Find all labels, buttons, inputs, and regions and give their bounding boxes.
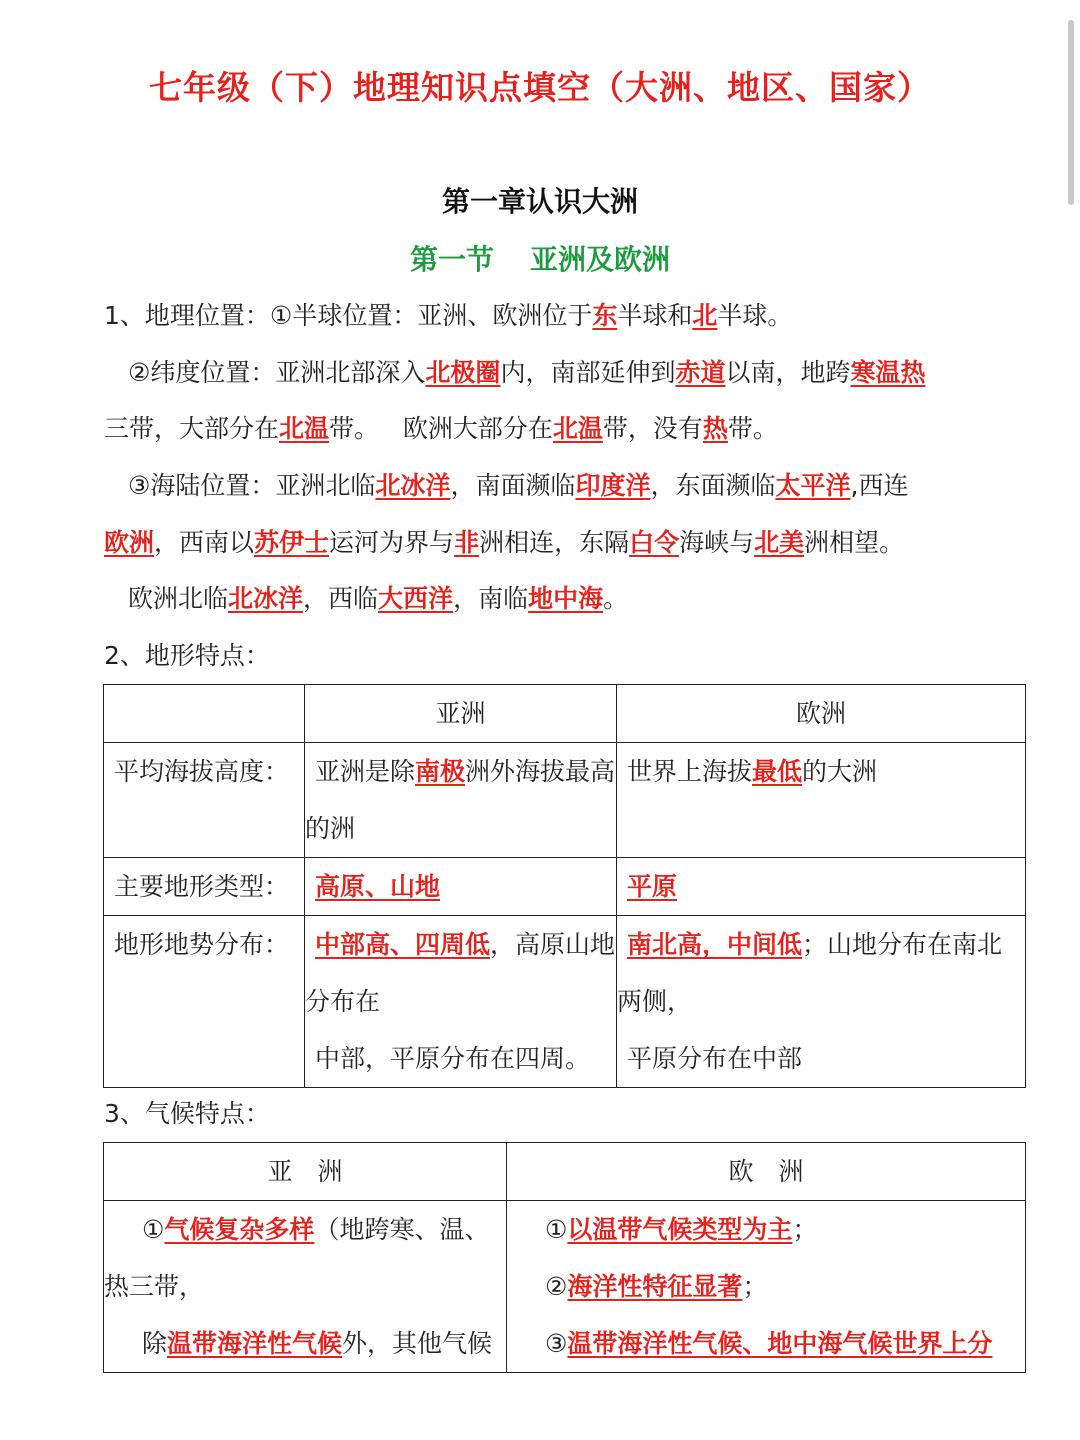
scrollbar[interactable] xyxy=(1068,20,1074,205)
location-line-2: ②纬度位置：亚洲北部深入北极圈内，南部延伸到赤道以南，地跨寒温热 xyxy=(128,358,926,387)
blank-answer: 中部高、四周低 xyxy=(315,930,491,959)
blank-answer: 地中海 xyxy=(528,584,604,613)
location-line-1: 1、地理位置：①半球位置：亚洲、欧洲位于东半球和北半球。 xyxy=(104,301,793,330)
section-number: 第一节 xyxy=(409,243,494,276)
location-line-3: 三带，大部分在北温带。 欧洲大部分在北温带，没有热带。 xyxy=(104,414,778,443)
blank-answer: 气候复杂多样 xyxy=(164,1215,315,1244)
row-label: 主要地形类型： xyxy=(104,858,305,916)
location-line-6: 欧洲北临北冰洋，西临大西洋，南临地中海。 xyxy=(128,584,629,613)
blank-answer: 太平洋 xyxy=(775,471,851,500)
blank-answer: 北温 xyxy=(552,414,603,443)
blank-answer: 南极 xyxy=(415,757,466,786)
row-label: 平均海拔高度： xyxy=(104,743,305,858)
blank-answer: 北温 xyxy=(279,414,330,443)
climate-heading: 3、气候特点： xyxy=(104,1099,270,1128)
table-row xyxy=(104,916,1026,1088)
blank-answer: 印度洋 xyxy=(575,471,651,500)
blank-answer: 温带海洋性气候、地中海气候世界上分 xyxy=(567,1329,993,1358)
column-header-asia: 亚 洲 xyxy=(104,1143,507,1201)
blank-answer: 海洋性特征显著 xyxy=(567,1272,743,1301)
blank-answer: 白令 xyxy=(629,528,680,557)
list-item: ②海洋性特征显著； xyxy=(545,1272,768,1301)
table-cell: 南北高，中间低；山地分布在南北两侧， 平原分布在中部 xyxy=(617,916,1026,1088)
blank-answer: 北美 xyxy=(754,528,805,557)
terrain-table xyxy=(103,684,1026,1088)
table-cell: ①气候复杂多样（地跨寒、温、热三带， 除温带海洋性气候外，其他气候 xyxy=(104,1201,507,1373)
table-row xyxy=(104,1201,1026,1373)
list-item: ①以温带气候类型为主； xyxy=(545,1215,818,1244)
column-header-asia: 亚洲 xyxy=(305,685,617,743)
blank-answer: 大西洋 xyxy=(378,584,454,613)
blank-answer: 高原、山地 xyxy=(315,872,441,901)
location-line-4: ③海陆位置：亚洲北临北冰洋，南面濒临印度洋，东面濒临太平洋,西连 xyxy=(128,471,909,500)
table-header-row xyxy=(104,1143,1026,1201)
table-cell: 世界上海拔最低的大洲 xyxy=(617,743,1026,858)
blank-answer: 温带海洋性气候 xyxy=(167,1329,343,1358)
blank-answer: 赤道 xyxy=(675,358,726,387)
section-name: 亚洲及欧洲 xyxy=(530,243,671,276)
blank-answer: 北 xyxy=(692,301,718,330)
blank-answer: 北冰洋 xyxy=(375,471,451,500)
table-cell: 中部高、四周低，高原山地分布在 中部，平原分布在四周。 xyxy=(305,916,617,1088)
table-cell xyxy=(617,858,1026,916)
climate-table xyxy=(103,1142,1026,1373)
column-header-europe: 欧洲 xyxy=(617,685,1026,743)
blank-answer: 热 xyxy=(702,414,728,443)
row-label: 地形地势分布： xyxy=(104,916,305,1088)
location-line-5: 欧洲，西南以苏伊士运河为界与非洲相连，东隔白令海峡与北美洲相望。 xyxy=(104,528,905,557)
table-cell xyxy=(305,858,617,916)
blank-answer: 南北高，中间低 xyxy=(627,930,803,959)
table-cell-empty xyxy=(104,685,305,743)
blank-answer: 以温带气候类型为主 xyxy=(567,1215,793,1244)
blank-answer: 苏伊士 xyxy=(254,528,330,557)
blank-answer: 北冰洋 xyxy=(228,584,304,613)
table-header-row xyxy=(104,685,1026,743)
blank-answer: 北极圈 xyxy=(425,358,501,387)
chapter-heading: 第一章认识大洲 xyxy=(441,185,638,218)
blank-answer: 非 xyxy=(454,528,480,557)
terrain-heading: 2、地形特点： xyxy=(104,641,270,670)
page-title: 七年级（下）地理知识点填空（大洲、地区、国家） xyxy=(149,68,931,107)
list-item: ③温带海洋性气候、地中海气候世界上分 xyxy=(545,1329,993,1358)
blank-answer: 寒温热 xyxy=(850,358,926,387)
blank-answer: 平原 xyxy=(627,872,678,901)
table-row xyxy=(104,858,1026,916)
section-heading xyxy=(0,238,1080,278)
table-row xyxy=(104,743,1026,858)
column-header-europe: 欧 洲 xyxy=(507,1143,1026,1201)
table-cell: 亚洲是除南极洲外海拔最高的洲 xyxy=(305,743,617,858)
table-cell xyxy=(507,1201,1026,1373)
blank-answer: 东 xyxy=(592,301,618,330)
blank-answer: 最低 xyxy=(752,757,803,786)
blank-answer: 欧洲 xyxy=(104,528,155,557)
